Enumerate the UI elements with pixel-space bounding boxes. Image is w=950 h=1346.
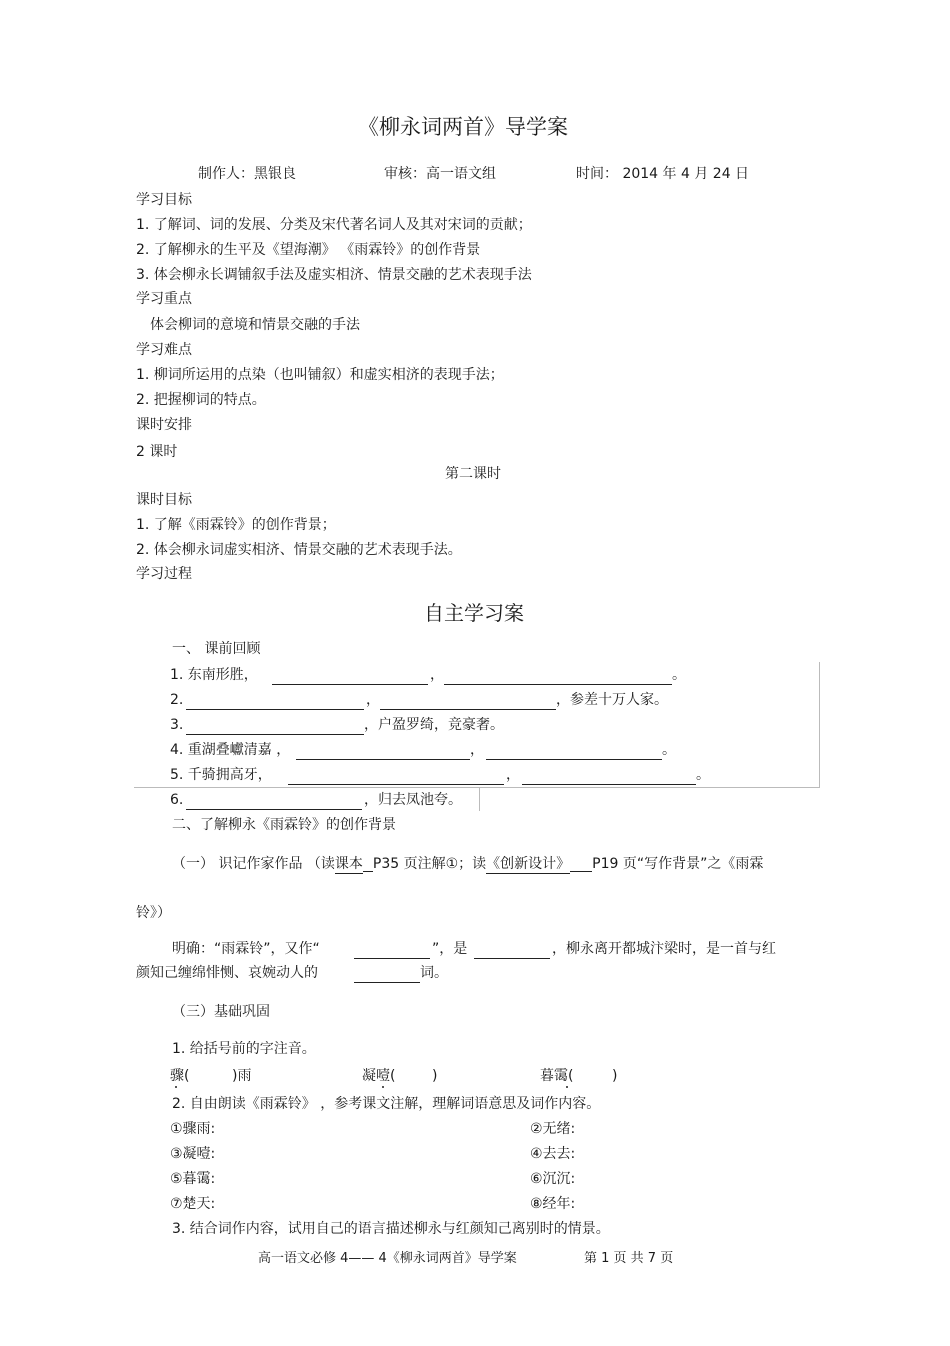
goal-item: 1. 了解词、词的发展、分类及宋代著名词人及其对宋词的贡献； bbox=[136, 217, 532, 233]
pinyin-item-a: 骤( bbox=[170, 1068, 190, 1084]
fill-blank[interactable] bbox=[186, 809, 362, 810]
term-item: ⑤暮霭: bbox=[170, 1171, 216, 1187]
question-3: 3. 结合词作内容，试用自己的语言描述柳永与红颜知己离别时的情景。 bbox=[172, 1221, 610, 1237]
review-separator: ， bbox=[470, 742, 484, 758]
emphasis-dot bbox=[175, 1086, 177, 1088]
term-item: ④去去: bbox=[530, 1146, 576, 1162]
fill-blank[interactable] bbox=[186, 709, 364, 710]
underline-gap bbox=[570, 857, 592, 872]
key-text: 体会柳词的意境和情景交融的手法 bbox=[150, 317, 360, 333]
fill-blank[interactable] bbox=[380, 709, 556, 710]
fill-blank[interactable] bbox=[474, 958, 550, 959]
term-item: ⑥沉沉: bbox=[530, 1171, 576, 1187]
self-study-title: 自主学习案 bbox=[424, 601, 524, 625]
review-end: 。 bbox=[672, 667, 686, 683]
author-label: 制作人：黑银良 bbox=[198, 166, 296, 182]
pinyin-item-a-end: )雨 bbox=[232, 1068, 252, 1084]
footer-left: 高一语文必修 4—— 4《柳永词两首》导学案 bbox=[258, 1251, 517, 1266]
review-line-number: 6. bbox=[170, 792, 184, 808]
question-1: 1. 给括号前的字注音。 bbox=[172, 1041, 316, 1057]
sub3-heading: （三）基础巩固 bbox=[172, 1004, 270, 1020]
review-end: 。 bbox=[662, 742, 676, 758]
review-end: ，参差十万人家。 bbox=[556, 692, 668, 708]
page-number: 第 1 页 共 7 页 bbox=[584, 1251, 674, 1266]
term-item: ⑦楚天: bbox=[170, 1196, 216, 1212]
date-label: 时间： 2014 年 4 月 24 日 bbox=[576, 166, 750, 182]
sub1-text: P19 页“写作背景”之《雨霖 bbox=[592, 856, 764, 872]
pinyin-item-c-end: ) bbox=[612, 1068, 618, 1084]
sub1-text: P35 页注解①；读 bbox=[372, 856, 487, 872]
pinyin-item-b-end: ) bbox=[432, 1068, 438, 1084]
schedule-heading: 课时安排 bbox=[136, 417, 192, 433]
review-line-number: 4. 重湖叠巘清嘉 ， bbox=[170, 742, 291, 758]
difficulty-heading: 学习难点 bbox=[136, 342, 192, 358]
background-heading: 二、了解柳永《雨霖铃》的创作背景 bbox=[172, 817, 396, 833]
review-separator: ， bbox=[506, 767, 520, 783]
lesson-label: 第二课时 bbox=[445, 466, 501, 482]
goals-heading: 学习目标 bbox=[136, 192, 192, 208]
sub1-line bbox=[172, 857, 763, 872]
underline-gap bbox=[363, 857, 373, 872]
sub1-continuation: 铃》） bbox=[136, 905, 171, 921]
book-ref: 《创新设计》 bbox=[486, 856, 571, 872]
fill-blank[interactable] bbox=[486, 759, 662, 760]
review-end: ，户盈罗绮，竞豪奢。 bbox=[364, 717, 504, 733]
fill-blank[interactable] bbox=[272, 684, 428, 685]
term-item: ②无绪: bbox=[530, 1121, 576, 1137]
review-line-number: 3. bbox=[170, 717, 184, 733]
textbook-ref: 课本 bbox=[334, 856, 363, 872]
difficulty-item: 2. 把握柳词的特点。 bbox=[136, 392, 266, 408]
review-line-number: 1. 东南形胜， bbox=[170, 667, 258, 683]
pinyin-item-b: 凝噎( bbox=[362, 1068, 396, 1084]
review-separator: ， bbox=[366, 692, 380, 708]
answer-text: ”，是 bbox=[432, 941, 468, 957]
emphasis-dot bbox=[566, 1086, 568, 1088]
frame-line bbox=[479, 787, 480, 811]
answer-text: ，柳永离开都城汴梁时，是一首与红 bbox=[552, 941, 776, 957]
answer-text: 颜知己缠绵悱恻、哀婉动人的 bbox=[136, 965, 318, 981]
page-title: 《柳永词两首》导学案 bbox=[358, 115, 568, 139]
lesson-goal-item: 1. 了解《雨霖铃》的创作背景； bbox=[136, 517, 336, 533]
review-label: 审核：高一语文组 bbox=[384, 166, 496, 182]
lesson-goals-heading: 课时目标 bbox=[136, 492, 192, 508]
term-item: ③凝噎: bbox=[170, 1146, 216, 1162]
goal-item: 2. 了解柳永的生平及《望海潮》 《雨霖铃》的创作背景 bbox=[136, 242, 481, 258]
question-2: 2. 自由朗读《雨霖铃》 ，参考课文注解，理解词语意思及词作内容。 bbox=[172, 1096, 601, 1112]
review-end: 。 bbox=[696, 767, 710, 783]
fill-blank[interactable] bbox=[354, 982, 420, 983]
process-heading: 学习过程 bbox=[136, 566, 192, 582]
frame-line bbox=[819, 662, 820, 788]
fill-blank[interactable] bbox=[444, 684, 672, 685]
pinyin-item-c: 暮霭( bbox=[540, 1068, 574, 1084]
review-line-number: 5. 千骑拥高牙， bbox=[170, 767, 272, 783]
sub1-text: （一） 识记作家作品 （读 bbox=[172, 856, 335, 872]
answer-text: 词。 bbox=[420, 965, 448, 981]
answer-text: 明确：“雨霖铃”，又作“ bbox=[172, 941, 320, 957]
term-item: ⑧经年: bbox=[530, 1196, 576, 1212]
lesson-goal-item: 2. 体会柳永词虚实相济、情景交融的艺术表现手法。 bbox=[136, 542, 462, 558]
fill-blank[interactable] bbox=[354, 958, 430, 959]
review-separator: ， bbox=[430, 667, 444, 683]
review-end: ，归去凤池夸。 bbox=[364, 792, 462, 808]
term-item: ①骤雨: bbox=[170, 1121, 216, 1137]
difficulty-item: 1. 柳词所运用的点染（也叫铺叙）和虚实相济的表现手法； bbox=[136, 367, 504, 383]
fill-blank[interactable] bbox=[296, 759, 470, 760]
fill-blank[interactable] bbox=[288, 784, 504, 785]
frame-line bbox=[134, 787, 820, 788]
review-line-number: 2. bbox=[170, 692, 184, 708]
emphasis-dot bbox=[382, 1086, 384, 1088]
fill-blank[interactable] bbox=[522, 784, 696, 785]
goal-item: 3. 体会柳永长调铺叙手法及虚实相济、情景交融的艺术表现手法 bbox=[136, 267, 532, 283]
review-heading: 一、 课前回顾 bbox=[172, 641, 261, 657]
schedule-text: 2 课时 bbox=[136, 444, 178, 460]
fill-blank[interactable] bbox=[186, 734, 364, 735]
key-heading: 学习重点 bbox=[136, 291, 192, 307]
